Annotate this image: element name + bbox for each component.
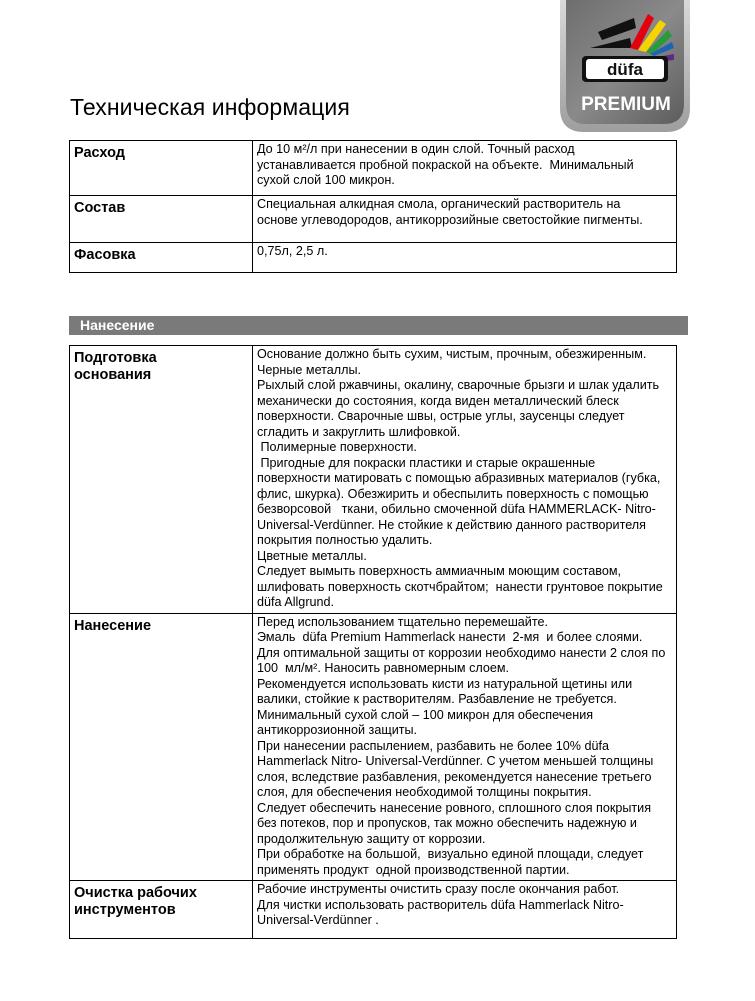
spec-value: 0,75л, 2,5 л. [253,243,677,273]
spec-value: До 10 м²/л при нанесении в один слой. Точный расход устанавливается пробной покраской на объекте. Минимальный сухой слой 100 микрон. [253,141,677,196]
specs-table [69,140,677,273]
spec-row-consumption [70,141,677,196]
page-title: Техническая информация [70,94,350,120]
application-row-preparation [70,346,677,614]
application-row-application [70,613,677,881]
spec-label: Фасовка [70,243,253,273]
application-label: Нанесение [70,613,253,881]
spec-value: Специальная алкидная смола, органический растворитель на основе углеводородов, антикоррозийные светостойкие пигменты. [253,196,677,243]
application-row-cleaning [70,881,677,939]
application-value: Рабочие инструменты очистить сразу после окончания работ. Для чистки использовать растворитель düfa Hammerlack Nitro- Universal-Verdünner . [253,881,677,939]
section-header-application: Нанесение [69,316,688,335]
spec-row-composition [70,196,677,243]
application-label: Подготовка основания [70,346,253,614]
application-table [69,345,677,939]
application-value: Основание должно быть сухим, чистым, прочным, обезжиренным. Черные металлы. Рыхлый слой ржавчины, окалину, сварочные брызги и шлак удалить механически до состояния, когда виден металлический блеск поверхности. Сварочные швы, острые углы, заусенцы следует сгладить и закруглить шлифовкой. Полимерные поверхности. Пригодные для покраски пластики и старые окрашенные поверхности матировать с помощью абразивных материалов (губка, флис, шкурка). Обезжирить и обеспылить поверхность с помощью безворсовой ткани, обильно смоченной düfa HAMMERLACK- Nitro- Universal-Verdünner. Не стойкие к действию данного растворителя покрытия полностью удалить. Цветные металлы. Следует вымыть поверхность аммиачным моющим составом, шлифовать поверхность скотчбрайтом; нанести грунтовое покрытие düfa Allgrund. [253,346,677,614]
dufa-premium-logo [560,0,690,132]
application-label: Очистка рабочих инструментов [70,881,253,939]
logo-brand-text: düfa [607,60,643,79]
logo-tagline-text: PREMIUM [581,94,671,115]
spec-row-packaging [70,243,677,273]
spec-label: Состав [70,196,253,243]
spec-label: Расход [70,141,253,196]
application-value: Перед использованием тщательно перемешайте. Эмаль düfa Premium Hammerlack нанести 2-мя и более слоями. Для оптимальной защиты от коррозии необходимо нанести 2 слоя по 100 мл/м². Наносить равномерным слоем. Рекомендуется использовать кисти из натуральной щетины или валики, стойкие к растворителям. Разбавление не требуется. Минимальный сухой слой – 100 микрон для обеспечения антикоррозионной защиты. При нанесении распылением, разбавить не более 10% düfa Hammerlack Nitro- Universal-Verdünner. С учетом меньшей толщины слоя, вследствие разбавления, рекомендуется нанесение третьего слоя, для обеспечения необходимой толщины покрытия. Следует обеспечить нанесение ровного, сплошного слоя покрытия без потеков, пор и пропусков, так можно обеспечить надежную и продолжительную защиту от коррозии. При обработке на большой, визуально единой площади, следует применять продукт одной производственной партии. [253,613,677,881]
